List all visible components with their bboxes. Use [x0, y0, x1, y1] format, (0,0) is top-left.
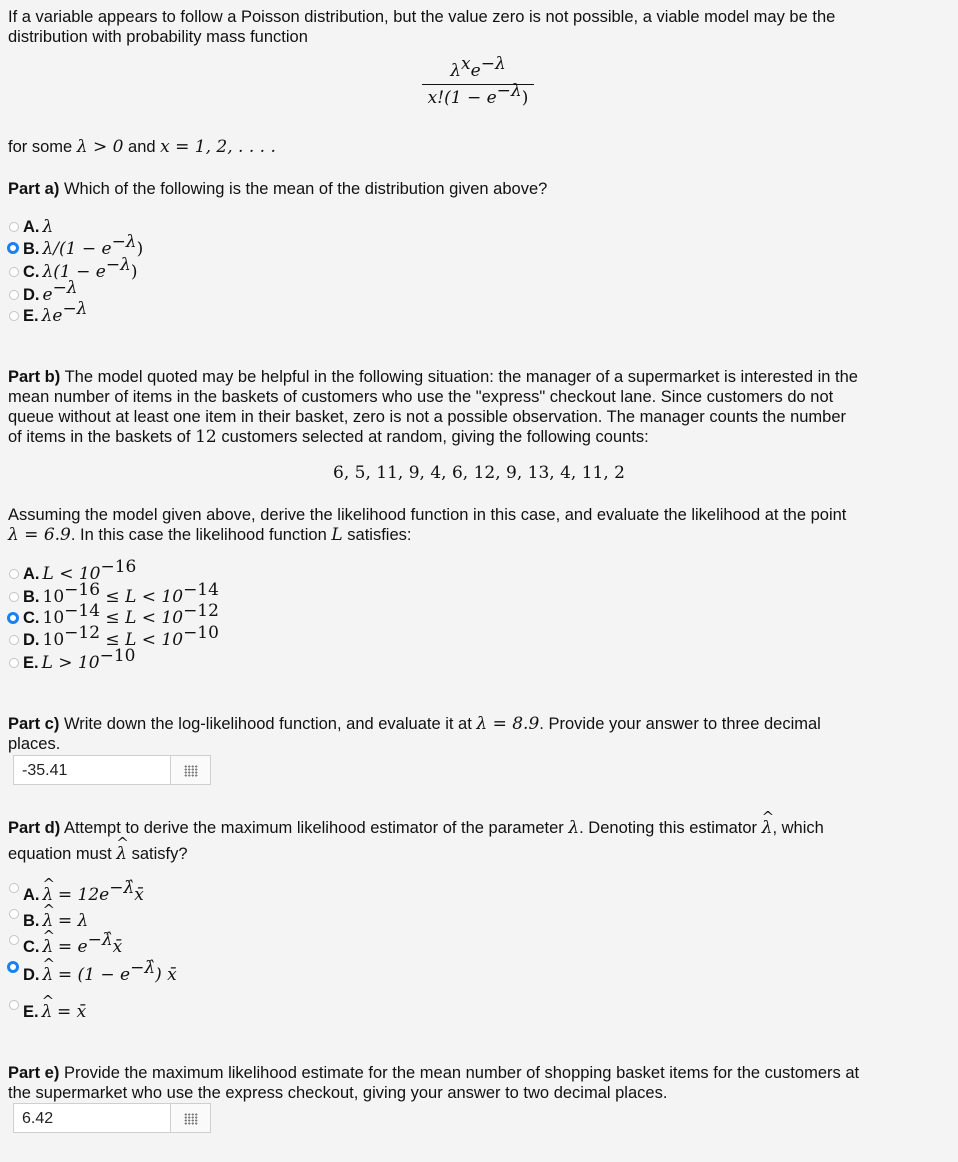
part-b-radio-e[interactable]	[9, 658, 19, 668]
part-b-text: Part b) The model quoted may be helpful in the following situation: the manager of a supermarket is interested in the mean number of items in the baskets of customers who use the "express" checkout lane. Since customers do not queue without at least one item in their basket, zero is not a possible observation. The manager counts the number of items in the baskets of 12 customers selected at random, giving the following counts:	[8, 368, 858, 447]
part-a-radio-a[interactable]	[9, 222, 19, 232]
part-d-option-d[interactable]: D.^ $\lambda = (1 - e^{-\lambdâ})$ x̄	[23, 966, 177, 984]
part-b-radio-b[interactable]	[9, 592, 19, 602]
keypad-icon	[184, 765, 198, 777]
part-c-question: Part c) Write down the log-likelihood function, and evaluate it at λ = 8.9. Provide your answer to three decimal places.	[8, 714, 821, 753]
part-a-radio-c[interactable]	[9, 267, 19, 277]
part-d-option-a[interactable]: A.^ $\lambda = 12e^{-\lambdâ}x̄$	[23, 886, 144, 904]
part-a-question: Part a) Which of the following is the mean of the distribution given above?	[8, 180, 548, 198]
part-a-option-e[interactable]: E. $\lambda e^{-\lambda}$	[23, 298, 88, 326]
part-b-question: Assuming the model given above, derive the likelihood function in this case, and evaluate the likelihood at the point λ = 6.9. In this case the likelihood function L satisfies:	[8, 506, 847, 545]
part-d-option-e[interactable]: E.^ λ = x̄	[23, 1003, 86, 1021]
keypad-icon	[184, 1113, 198, 1125]
part-d-option-c[interactable]: C.^ $\lambda = e^{-\lambdâ}x̄$	[23, 938, 122, 956]
part-a-option-b[interactable]: B. $\lambda/(1 - e^{-\lambda})$	[23, 231, 144, 259]
part-e-keypad-button[interactable]	[171, 1103, 211, 1133]
part-d-radio-b[interactable]	[9, 909, 19, 919]
part-b-radio-d[interactable]	[9, 635, 19, 645]
part-d-option-b[interactable]: B.^ λ = λ	[23, 912, 88, 930]
part-e-answer-input[interactable]: 6.42	[13, 1103, 171, 1133]
part-a-radio-d[interactable]	[9, 290, 19, 300]
part-b-option-d[interactable]: D. $10^{-12} \le L < 10^{-10}$	[23, 622, 219, 650]
part-e-question: Part e) Provide the maximum likelihood estimate for the mean number of shopping basket items for the customers at the supermarket who use the express checkout, giving your answer to two decimal places.	[8, 1064, 860, 1102]
part-d-radio-a[interactable]	[9, 883, 19, 893]
part-c-keypad-button[interactable]	[171, 755, 211, 785]
counts-list: 6, 5, 11, 9, 4, 6, 12, 9, 13, 4, 11, 2	[333, 463, 625, 483]
part-a-option-c[interactable]: C. $\lambda(1 - e^{-\lambda})$	[23, 254, 138, 282]
part-b-option-e[interactable]: E. $L > 10^{-10}$	[23, 645, 136, 673]
part-b-radio-c[interactable]	[7, 612, 19, 624]
part-a-option-d[interactable]: D. $e^{-\lambda}$	[23, 277, 78, 305]
pmf-formula: $\lambda^xe^{-\lambda}$ $x!(1 - e^{-\lambda})$	[422, 60, 534, 109]
part-a-radio-b[interactable]	[7, 242, 19, 254]
part-d-question: Part d) Attempt to derive the maximum likelihood estimator of the parameter λ. Denoting this estimator ^ λ, which equation must ^ λ satisfy?	[8, 815, 950, 867]
part-d-radio-e[interactable]	[9, 1000, 19, 1010]
part-a-radio-e[interactable]	[9, 311, 19, 321]
part-c-answer-input[interactable]: -35.41	[13, 755, 171, 785]
part-b-option-c[interactable]: C. $10^{-14} \le L < 10^{-12}$	[23, 600, 219, 628]
intro-text: If a variable appears to follow a Poisson distribution, but the value zero is not possible, a viable model may be the distribution with probability mass function	[8, 8, 836, 46]
part-a-option-a[interactable]: A. λ	[23, 217, 54, 237]
part-b-option-b[interactable]: B. $10^{-16} \le L < 10^{-14}$	[23, 579, 219, 607]
part-b-radio-a[interactable]	[9, 569, 19, 579]
conditions-text: for some λ > 0 and x = 1, 2, . . . .	[8, 137, 276, 157]
part-b-option-a[interactable]: A. $L < 10^{-16}$	[23, 556, 137, 584]
part-d-radio-d[interactable]	[7, 961, 19, 973]
part-d-radio-c[interactable]	[9, 935, 19, 945]
